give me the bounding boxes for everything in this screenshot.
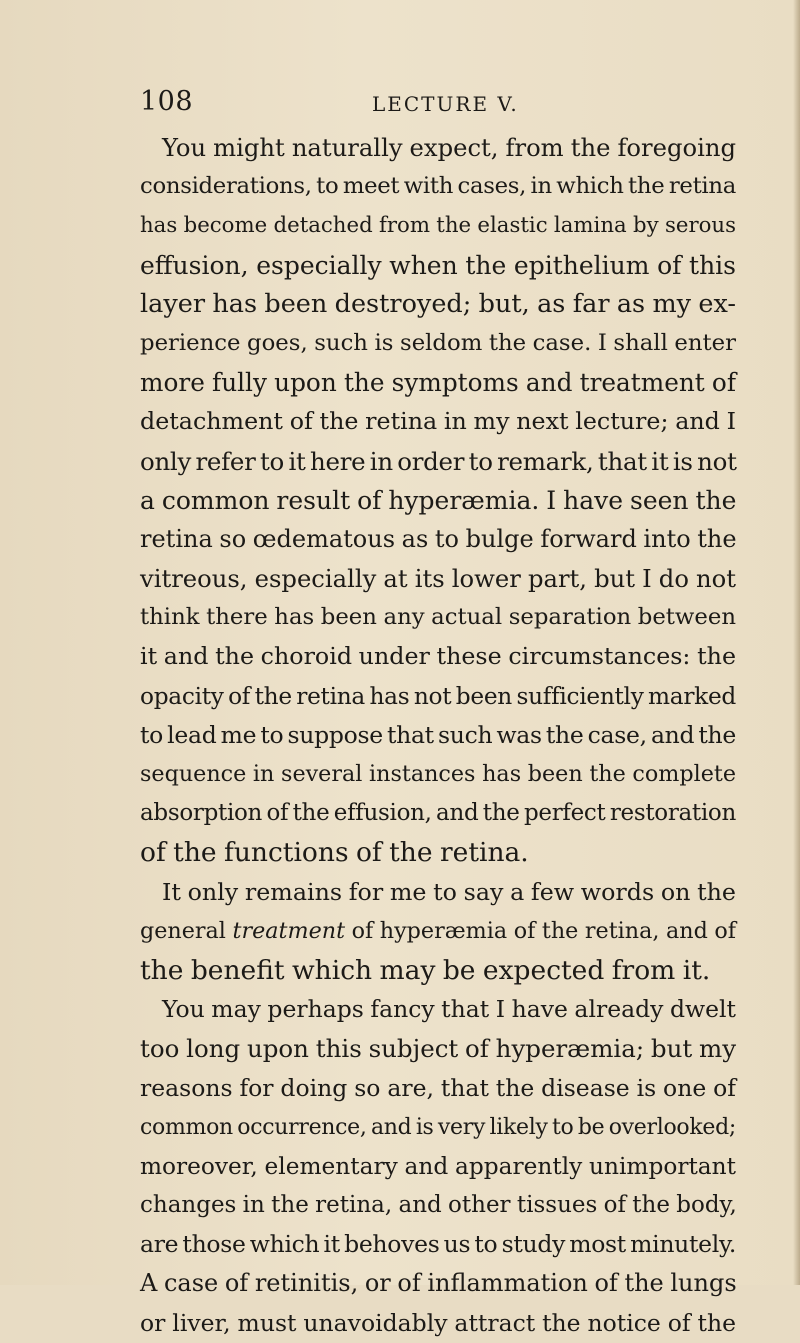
text-line: too long upon this subject of hyperæmia; but my xyxy=(140,1034,737,1064)
text-segment: of hyperæmia of the retina, and of xyxy=(351,917,737,944)
text-line-with-italic xyxy=(140,912,736,951)
page-header xyxy=(140,82,780,122)
text-line: detachment of the retina in my next lecture; and I xyxy=(140,407,736,436)
running-head: LECTURE V. xyxy=(372,92,519,116)
text-line: A case of retinitis, or of inflammation of the lungs xyxy=(140,1269,737,1298)
text-line: considerations, to meet with cases, in which the retina xyxy=(140,173,736,200)
text-line: it and the choroid under these circumstances: the xyxy=(140,642,736,671)
text-line: common occurrence, and is very likely to be overlooked; xyxy=(140,1114,736,1140)
text-line: opacity of the retina has not been sufficiently marked xyxy=(140,682,736,710)
text-line: changes in the retina, and other tissues of the body, xyxy=(140,1192,737,1219)
text-segment: general xyxy=(140,917,226,944)
text-line: think there has been any actual separation between xyxy=(140,604,736,631)
italic-word: treatment xyxy=(232,917,346,944)
text-line: perience goes, such is seldom the case. I shall enter xyxy=(140,329,736,356)
text-line: of the functions of the retina. xyxy=(140,837,529,869)
text-line: You may perhaps fancy that I have already dwelt xyxy=(162,995,736,1024)
text-line: moreover, elementary and apparently unimportant xyxy=(140,1152,736,1180)
text-line: reasons for doing so are, that the disease is one of xyxy=(140,1073,736,1102)
page-number: 108 xyxy=(140,86,194,117)
text-line: only refer to it here in order to remark, that it is not xyxy=(140,446,737,476)
text-line: the benefit which may be expected from it. xyxy=(140,954,711,986)
text-line: has become detached from the elastic lamina by serous xyxy=(140,213,736,239)
text-line: sequence in several instances has been the complete xyxy=(140,761,736,787)
text-line: vitreous, especially at its lower part, but I do not xyxy=(140,564,736,594)
text-line: retina so œdematous as to bulge forward into the xyxy=(140,524,737,553)
text-line: a common result of hyperæmia. I have seen the xyxy=(140,485,737,515)
text-line: to lead me to suppose that such was the case, and the xyxy=(140,720,736,749)
text-line: more fully upon the symptoms and treatment of xyxy=(140,368,736,398)
text-line: You might naturally expect, from the foregoing xyxy=(162,133,736,162)
body-text xyxy=(140,128,736,1343)
text-line: or liver, must unavoidably attract the notice of the xyxy=(140,1308,736,1337)
text-line: absorption of the effusion, and the perfect restoration xyxy=(140,800,736,827)
text-line: It only remains for me to say a few words on the xyxy=(162,877,736,906)
page-edge-shadow xyxy=(793,0,800,1285)
text-line: effusion, especially when the epithelium of this xyxy=(140,250,736,280)
text-line: layer has been destroyed; but, as far as my ex- xyxy=(140,288,736,319)
text-line: are those which it behoves us to study most minutely. xyxy=(140,1230,736,1259)
